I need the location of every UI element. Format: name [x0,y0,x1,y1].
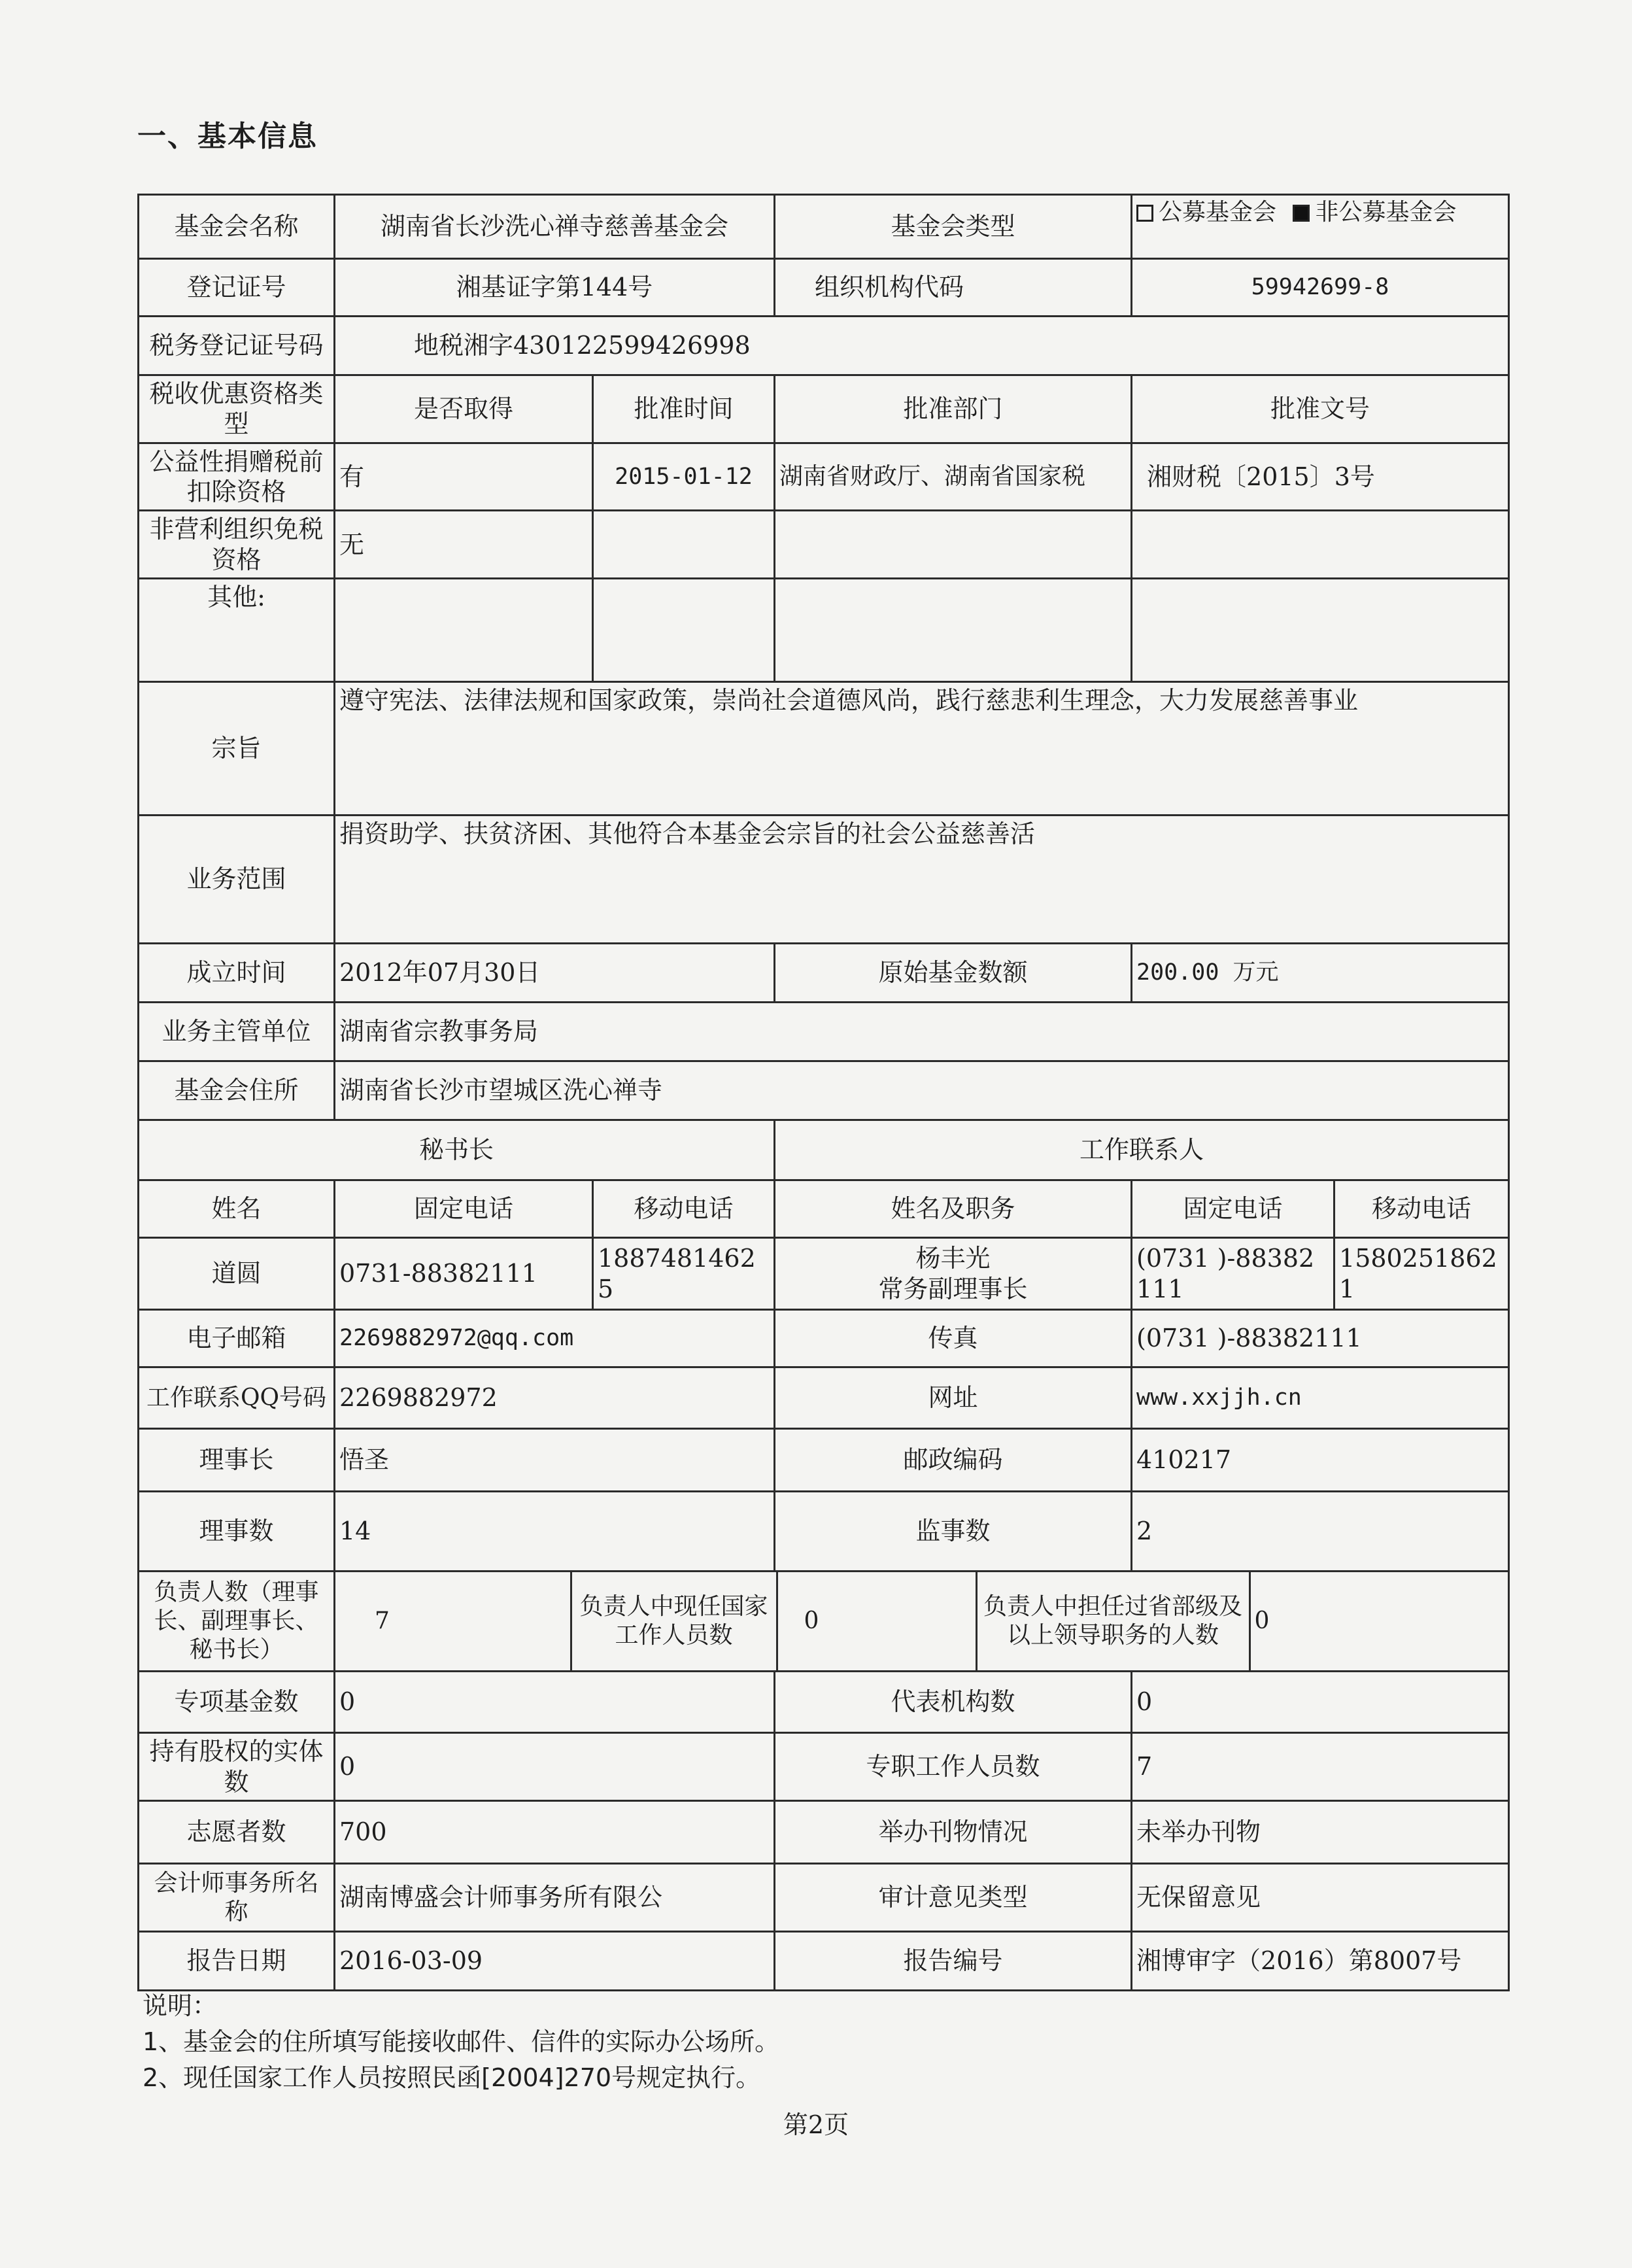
foundation-type-label: 基金会类型 [775,195,1132,259]
fax-value: (0731 )-88382111 [1132,1310,1509,1367]
qq-value: 2269882972 [335,1367,775,1429]
leaders-value: 7 [335,1572,571,1670]
fulltime-value: 7 [1132,1733,1509,1801]
row-scope [139,816,1509,944]
senior-label: 负责人中担任过省部级及以上领导职务的人数 [976,1572,1250,1670]
audit-label: 审计意见类型 [775,1864,1132,1932]
supervisor-value: 湖南省宗教事务局 [335,1003,1509,1061]
tax-pref-row-obtained: 无 [335,511,593,579]
tax-reg-value: 地税湘字430122599426998 [335,317,1509,375]
tax-pref-row [139,443,1509,511]
establish-date-value: 2012年07月30日 [335,944,775,1003]
row-foundation-name [139,195,1509,259]
row-contacts-header [139,1120,1509,1180]
row-registration [139,259,1509,317]
qq-label: 工作联系QQ号码 [139,1367,335,1429]
foundation-name-value: 湖南省长沙洗心禅寺慈善基金会 [335,195,775,259]
row-email-fax [139,1310,1509,1367]
row-contacts-values [139,1238,1509,1310]
row-supervisor [139,1003,1509,1061]
secretary-mobile: 18874814625 [593,1238,775,1310]
row-address [139,1061,1509,1120]
row-qq-website [139,1367,1509,1429]
website-value: www.xxjjh.cn [1132,1367,1509,1429]
directors-value: 14 [335,1492,775,1572]
email-value: 2269882972@qq.com [335,1310,775,1367]
org-code-label: 组织机构代码 [775,259,1132,317]
publications-value: 未举办刊物 [1132,1801,1509,1864]
row-tax-pref-header [139,375,1509,443]
directors-label: 理事数 [139,1492,335,1572]
chairman-value: 悟圣 [335,1429,775,1492]
tax-pref-obtained-header: 是否取得 [335,375,593,443]
private-fund-label: 非公募基金会 [1315,199,1457,226]
volunteers-value: 700 [335,1801,775,1864]
establish-date-label: 成立时间 [139,944,335,1003]
tax-pref-row [139,511,1509,579]
volunteers-label: 志愿者数 [139,1801,335,1864]
private-fund-checkbox[interactable] [1293,205,1310,222]
tax-pref-row-doc [1132,579,1509,682]
row-leaders [139,1572,1509,1672]
rep-offices-value: 0 [1132,1672,1509,1733]
notes-title: 说明： [143,1991,218,2020]
reg-no-label: 登记证号 [139,259,335,317]
liaison-name-title-col: 姓名及职务 [775,1180,1132,1238]
original-fund-value: 200.00 万元 [1132,944,1509,1003]
note-item: 1、基金会的住所填写能接收邮件、信件的实际办公场所。 [143,2027,780,2057]
note-item: 2、现任国家工作人员按照民函[2004]270号规定执行。 [143,2063,761,2093]
row-tax-registration [139,317,1509,375]
tax-pref-dept-header: 批准部门 [775,375,1132,443]
row-purpose [139,682,1509,816]
rep-offices-label: 代表机构数 [775,1672,1132,1733]
row-volunteers [139,1801,1509,1864]
tax-pref-row-dept [775,511,1132,579]
tax-pref-row-label: 其他: [139,579,335,682]
notes [143,1988,779,2096]
section-title: 一、基本信息 [137,120,318,153]
gov-staff-label: 负责人中现任国家工作人员数 [571,1572,777,1670]
supervisor-label: 业务主管单位 [139,1003,335,1061]
row-equity [139,1733,1509,1801]
senior-value: 0 [1254,1607,1270,1635]
tax-pref-row-doc [1132,511,1509,579]
tax-pref-row-label: 公益性捐赠税前扣除资格 [139,443,335,511]
row-special-funds [139,1672,1509,1733]
liaison-phone-col: 固定电话 [1132,1180,1334,1238]
row-chairman-postcode [139,1429,1509,1492]
original-fund-label: 原始基金数额 [775,944,1132,1003]
liaison-name: 杨丰光 [915,1244,991,1273]
secretary-name: 道圆 [139,1238,335,1310]
row-accounting [139,1864,1509,1932]
report-date-label: 报告日期 [139,1932,335,1991]
tax-pref-row-dept: 湖南省财政厅、湖南省国家税 [775,443,1132,511]
tax-pref-row-time [593,579,775,682]
liaison-phone: (0731 )-88382111 [1132,1238,1334,1310]
accounting-label: 会计师事务所名称 [139,1864,335,1932]
liaison-header: 工作联系人 [775,1120,1509,1180]
postcode-value: 410217 [1132,1429,1509,1492]
equity-label: 持有股权的实体数 [139,1733,335,1801]
address-value: 湖南省长沙市望城区洗心禅寺 [335,1061,1509,1120]
report-no-label: 报告编号 [775,1932,1132,1991]
row-report [139,1932,1509,1991]
secretary-phone: 0731-88382111 [335,1238,593,1310]
basic-info-table [137,194,1510,1991]
address-label: 基金会住所 [139,1061,335,1120]
liaison-mobile: 15802518621 [1334,1238,1509,1310]
liaison-mobile-col: 移动电话 [1334,1180,1509,1238]
publications-label: 举办刊物情况 [775,1801,1132,1864]
scope-value: 捐资助学、扶贫济困、其他符合本基金会宗旨的社会公益慈善活 [335,816,1509,944]
tax-pref-row-time: 2015-01-12 [593,443,775,511]
website-label: 网址 [775,1367,1132,1429]
tax-pref-row-doc: 湘财税〔2015〕3号 [1132,443,1509,511]
purpose-label: 宗旨 [139,682,335,816]
row-establish [139,944,1509,1003]
tax-pref-row-obtained [335,579,593,682]
chairman-label: 理事长 [139,1429,335,1492]
liaison-name-title [775,1238,1132,1310]
org-code-value: 59942699-8 [1132,259,1509,317]
supervisors-value: 2 [1132,1492,1509,1572]
tax-pref-row-dept [775,579,1132,682]
secretary-header: 秘书长 [139,1120,775,1180]
public-fund-checkbox[interactable] [1136,205,1153,222]
secretary-mobile-col: 移动电话 [593,1180,775,1238]
secretary-phone-col: 固定电话 [335,1180,593,1238]
fax-label: 传真 [775,1310,1132,1367]
tax-pref-doc-header: 批准文号 [1132,375,1509,443]
accounting-value: 湖南博盛会计师事务所有限公 [335,1864,775,1932]
special-funds-value: 0 [335,1672,775,1733]
tax-pref-time-header: 批准时间 [593,375,775,443]
row-contacts-columns [139,1180,1509,1238]
page-number: 第2页 [783,2110,849,2139]
reg-no-value: 湘基证字第144号 [335,259,775,317]
foundation-name-label: 基金会名称 [139,195,335,259]
public-fund-label: 公募基金会 [1159,199,1277,226]
scope-label: 业务范围 [139,816,335,944]
report-date-value: 2016-03-09 [335,1932,775,1991]
tax-pref-row [139,579,1509,682]
leaders-cell [335,1572,1509,1672]
tax-pref-row-label: 非营利组织免税资格 [139,511,335,579]
purpose-value: 遵守宪法、法律法规和国家政策，崇尚社会道德风尚，践行慈悲利生理念，大力发展慈善事业 [335,682,1509,816]
supervisors-label: 监事数 [775,1492,1132,1572]
tax-reg-label: 税务登记证号码 [139,317,335,375]
postcode-label: 邮政编码 [775,1429,1132,1492]
report-no-value: 湘博审字（2016）第8007号 [1132,1932,1509,1991]
fulltime-label: 专职工作人员数 [775,1733,1132,1801]
tax-pref-row-obtained: 有 [335,443,593,511]
secretary-name-col: 姓名 [139,1180,335,1238]
tax-pref-row-time [593,511,775,579]
liaison-title: 常务副理事长 [878,1274,1028,1303]
leaders-label: 负责人数（理事长、副理事长、秘书长） [139,1572,335,1672]
tax-pref-type-header: 税收优惠资格类型 [139,375,335,443]
email-label: 电子邮箱 [139,1310,335,1367]
gov-staff-value: 0 [777,1572,976,1670]
special-funds-label: 专项基金数 [139,1672,335,1733]
row-directors-supervisors [139,1492,1509,1572]
equity-value: 0 [335,1733,775,1801]
foundation-type-value [1132,195,1509,259]
audit-value: 无保留意见 [1132,1864,1509,1932]
